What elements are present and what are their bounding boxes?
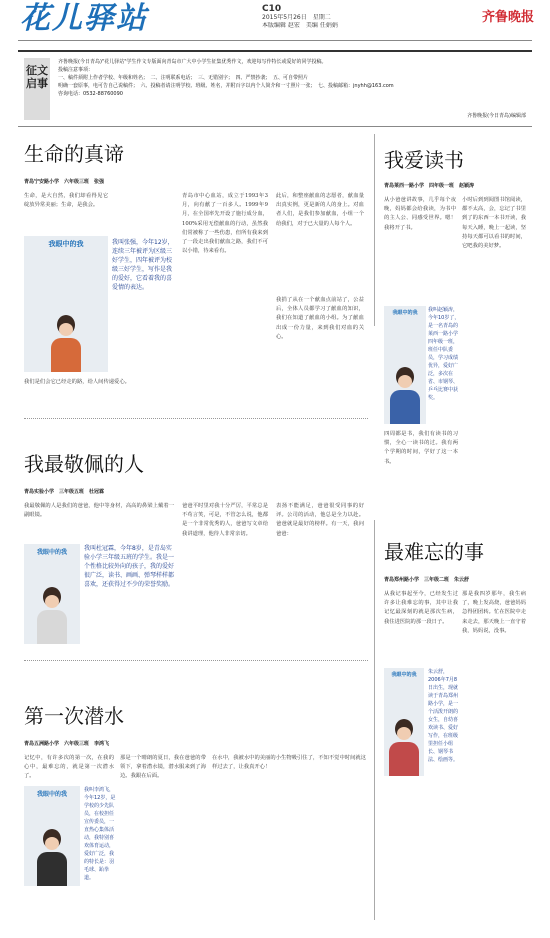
article-byline: 青岛莱西一路小学 四年级一班 赵颖涛: [384, 183, 475, 189]
article-byline: 青岛实验小学 三年级五班 杜冠霖: [24, 489, 105, 495]
article-paragraph: 从我记事起至今，已经发生过许多让我难忘的事，其中让我记忆最深刻的就是那次生病，我住进医院的那一段日子。: [384, 591, 458, 625]
article-paragraph: 在水中，我被水中的美丽的小生物吸引住了，不知不觉中时间就这样过去了，让我真开心！: [212, 755, 366, 771]
student-intro: 我叫张强，今年12岁，连续三年被评为区级三好学生，四年被评为校级三好学生，写作是我的爱好，它看着我的喜爱情的表达。: [112, 239, 174, 291]
article-paragraph: 那是一个晴朗的夏日，我在爸爸的带领下，拿着潜水镜，潜水服来到了海边。我跟在后面。: [120, 755, 206, 780]
article-paragraph: 四周都是书，我们有读书的习惯，全心一读书的过。我有两个学期的时间，学好了这一本书。: [384, 431, 458, 465]
article-title: 我最敬佩的人: [24, 452, 144, 476]
newspaper-logo: 齐鲁晚报: [481, 10, 534, 25]
article-paragraph: 我捐了从在一个献血点前站了，公益后，全体人员都学习了献血的知识，我们在知道了献血的小组。为了献血出成一份力量，来到我们对血的关心。: [276, 297, 364, 340]
notice-body: [58, 58, 526, 120]
student-intro: 我叫赵颖涛，今年10岁了，是一名青岛的莱西一路小学四年级一班，班任中队委员，学习成绩优异，爱好广泛，多次在省、市钢琴、乒乓比赛中获奖。: [428, 307, 460, 401]
article-byline: 青岛郑州路小学 三年级二班 朱云舒: [384, 577, 470, 583]
student-figure: [51, 315, 81, 372]
section-divider: [24, 418, 368, 419]
student-photo: [24, 786, 80, 886]
student-figure: [37, 829, 67, 886]
notice-line: 投稿注意事项：: [58, 67, 94, 73]
student-photo: [24, 236, 108, 372]
masthead-rule: [18, 50, 532, 52]
notice-line: 一、稿件须附上作者学校、年级和姓名； 二、注明联系电话； 三、无错别字； 四、严禁抄袭； 五、可自带照片: [58, 75, 309, 81]
issue-info: [262, 4, 462, 30]
article-paragraph: 我们是们会它已经走的路，给人间传递爱心。: [24, 379, 130, 385]
notice-line: 齐鲁晚报(今日青岛)"花儿驿站"学生作文专版面向青岛市广大中小学生征集优秀作文，欢迎每写作特长或爱好的同学投稿。: [58, 59, 327, 65]
article-paragraph: 记忆中，有许多次的第一次，在我的心中，最难忘的，就是第一次潜水了。: [24, 755, 114, 780]
article-paragraph: 小时后到到阅图书馆阅读，都不太高，会，忘记了书里到了的东西一本书开读，我每天入睡，晚上一起读，坚持每天都可以看书的时间，它吧我的美好梦。: [462, 197, 526, 250]
notice-divider: [18, 126, 532, 127]
photo-caption: 我眼中的我: [48, 240, 84, 248]
article-byline: 青岛五洲路小学 六年级三班 李鸿飞: [24, 741, 110, 747]
student-figure: [37, 587, 67, 644]
notice-label: 征文启事: [24, 58, 50, 120]
notice-line: 咨询电话：0532-88760090: [58, 91, 123, 97]
article-paragraph: 从小爸爸讲故事，几乎每个夜晚，妈妈都会给我读，为书中的主人公、同感受世界。嗯！我将开了书。: [384, 197, 456, 231]
article-paragraph: 表扬不能满足，爸爸很受同事的好评。公司的活动，他总是全力以赴。爸爸就是最好的榜样。有一天，我问爸爸：: [276, 503, 364, 537]
student-intro: 我叫杜冠霖，今年8岁，是青岛实验小学三年级五班的学生。我是一个性格比较外向的孩子，我的爱好很广泛，读书、画画、弹琴样样都喜欢，还获得过不少的荣誉奖励。: [84, 545, 174, 588]
page-number: C10: [262, 4, 282, 14]
student-photo: [384, 668, 424, 776]
notice-line: 明确一套原事，电可告自己说稿件； 六、投稿者请注明学校、班级、姓名，并附百字以内个人简介和一寸照片一张； 七、投稿邮箱：jnyhh@163.com: [58, 83, 394, 89]
article-paragraph: 此后，和整座献血的志愿者，献血量出真实例，更是新的人的身上。对血者人们，是我们参加献血，小组一个给我们，对于已大量的人每个人。: [276, 193, 364, 227]
photo-caption: 我眼中的我: [36, 791, 67, 798]
photo-caption: 我眼中的我: [391, 672, 417, 678]
section-divider: [24, 660, 368, 661]
article-paragraph: 我最敬佩的人是我们的爸爸，他中等身材，高高的鼻梁上戴着一副眼镜。: [24, 503, 174, 519]
student-figure: [390, 367, 420, 424]
photo-caption: 我眼中的我: [36, 549, 67, 556]
column-divider: [374, 134, 375, 326]
masthead-divider: [18, 40, 532, 41]
article-title: 生命的真谛: [24, 142, 124, 166]
issue-editors: 本版编辑 赵宏 美编 任娟娟: [262, 22, 338, 29]
photo-caption: 我眼中的我: [392, 310, 418, 316]
article-title: 第一次潜水: [24, 704, 124, 728]
column-title: 花儿驿站: [20, 1, 148, 36]
masthead: [0, 0, 550, 38]
article-paragraph: 青岛市中心血站，成立于1993年3月，向有献了一百多人。1999年9月，在全国率先开设了施行成分血，100%采用无偿献血的行动，虽然我们常被称了一些伤患，但所有我来到了一段走出我们献血之路，我们不可以小错，待来看有。: [182, 193, 268, 255]
call-for-papers: [24, 58, 526, 120]
student-intro: 我叫李鸿飞，今年12岁，是学校的少先队员，在校担任宣传委员，一直热心集体活动，我特别喜欢体育运动，爱好广泛，我的特长是：羽毛球、跆拳道。: [84, 787, 116, 881]
column-divider: [374, 520, 375, 920]
article-paragraph: 爸爸平时里对我十分严厉，平常总是不苟言笑，可是，不管怎么说，他都是一个非常优秀的人，爸爸写文章给我讲道理，他待人非常亲切。: [182, 503, 268, 537]
article-byline: 青岛宁安路小学 六年级三班 张强: [24, 179, 105, 185]
student-intro: 朱云舒，2006年7月8日出生，现就读于青岛郑州路小学，是一个活泼开朗的女生，自幼喜欢读书、爱好写作，在班级里担任小组长、钢琴书法、绘画等。: [428, 669, 459, 763]
article-paragraph: 那是我四岁那年，我生病了，晚上发高烧，爸爸妈妈急得团团转。忙在医院中走来走去，那天晚上一直守着我，妈妈说，没事。: [462, 591, 526, 634]
student-photo: [24, 544, 80, 644]
student-figure: [389, 719, 419, 776]
article-paragraph: 生命，是大自然，我们却看得见它绽放异常美丽；生命，是我会。: [24, 193, 108, 209]
student-photo: [384, 306, 426, 424]
article-title: 最难忘的事: [384, 540, 484, 564]
article-title: 我爱读书: [384, 148, 464, 172]
issue-date: 2015年5月26日 星期二: [262, 14, 331, 21]
notice-signature: 齐鲁晚报(今日青岛)编辑部: [467, 113, 526, 119]
